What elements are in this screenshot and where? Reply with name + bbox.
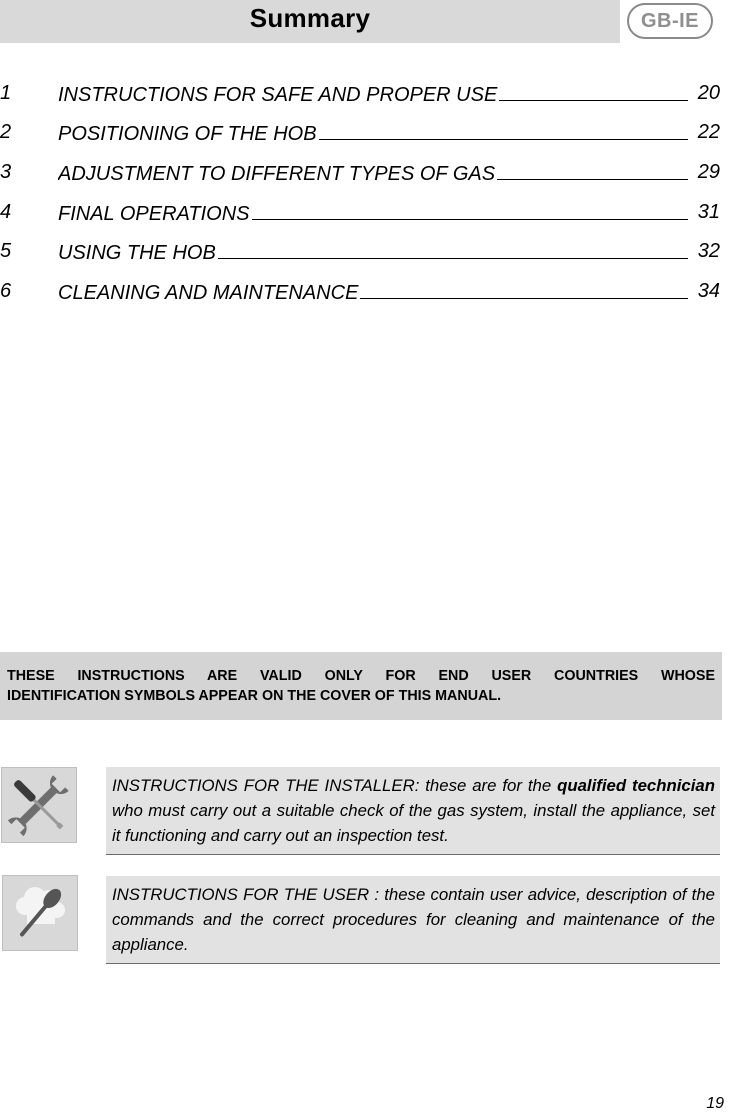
toc-page-number: 34 <box>697 280 720 302</box>
toc-number: 6 <box>0 280 12 302</box>
toc-title: POSITIONING OF THE HOB <box>58 123 317 145</box>
page-number: 19 <box>706 1095 724 1112</box>
toc-leader <box>218 240 688 259</box>
toc-number: 1 <box>0 82 12 104</box>
toc-leader <box>319 121 688 140</box>
toc-number: 5 <box>0 240 12 262</box>
toc-item[interactable] <box>0 201 730 229</box>
tools-icon <box>1 767 77 843</box>
installer-instructions <box>106 767 720 855</box>
user-instructions <box>106 876 720 964</box>
user-text: INSTRUCTIONS FOR THE USER : these contain user advice, description of the commands and the correct procedures for cleaning and maintenance of the appliance. <box>112 885 715 954</box>
toc-leader <box>360 280 688 299</box>
country-badge: GB-IE <box>627 3 713 39</box>
toc-title: ADJUSTMENT TO DIFFERENT TYPES OF GAS <box>58 163 496 185</box>
toc-number: 2 <box>0 121 12 143</box>
installer-text-tail: who must carry out a suitable check of the gas system, install the appliance, set it functioning and carry out an inspection test. <box>112 801 715 845</box>
notice-line-1: THESE INSTRUCTIONS ARE VALID ONLY FOR END USER COUNTRIES WHOSE <box>7 668 715 684</box>
toc-title: USING THE HOB <box>58 242 216 264</box>
toc-title: CLEANING AND MAINTENANCE <box>58 282 359 304</box>
page-title: Summary <box>249 3 371 33</box>
toc-leader <box>497 161 688 180</box>
toc-page-number: 22 <box>697 121 720 143</box>
toc-number: 4 <box>0 201 12 223</box>
toc-number: 3 <box>0 161 12 183</box>
validity-notice <box>0 652 722 720</box>
toc-page-number: 29 <box>697 161 720 183</box>
toc-item[interactable] <box>0 82 730 110</box>
toc-page-number: 32 <box>697 240 720 262</box>
chef-spoon-icon <box>2 875 78 951</box>
installer-text-bold: qualified technician <box>557 776 715 795</box>
toc-title: INSTRUCTIONS FOR SAFE AND PROPER USE <box>58 84 498 106</box>
notice-line-2: IDENTIFICATION SYMBOLS APPEAR ON THE COVER OF THIS MANUAL. <box>7 688 502 704</box>
toc-item[interactable] <box>0 240 730 268</box>
toc-page-number: 20 <box>697 82 720 104</box>
toc-title: FINAL OPERATIONS <box>58 203 250 225</box>
toc-leader <box>499 82 688 101</box>
toc-page-number: 31 <box>697 201 720 223</box>
toc-leader <box>252 201 688 220</box>
toc-item[interactable] <box>0 161 730 189</box>
toc-item[interactable] <box>0 280 730 308</box>
installer-text-lead: INSTRUCTIONS FOR THE INSTALLER: these are for the <box>112 776 558 795</box>
toc-item[interactable] <box>0 121 730 149</box>
